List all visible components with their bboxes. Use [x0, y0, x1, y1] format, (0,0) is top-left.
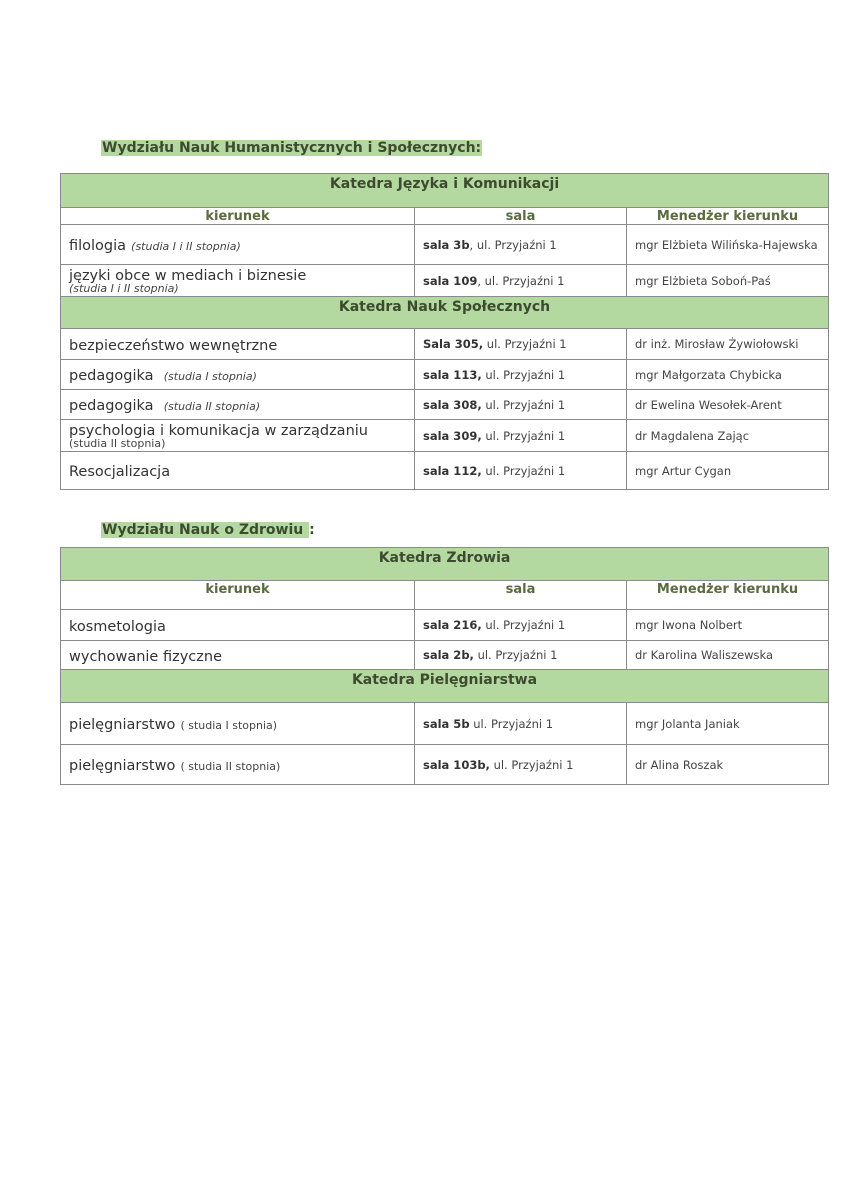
room-cell	[415, 610, 627, 641]
table-row	[61, 610, 829, 641]
manager-cell: mgr Iwona Nolbert	[627, 610, 829, 641]
room-number: sala 113,	[423, 367, 482, 382]
column-header-program: kierunek	[61, 208, 415, 225]
program-note: (studia I stopnia)	[163, 370, 257, 383]
room-number: sala 308,	[423, 397, 482, 412]
room-address: ul. Przyjaźni 1	[481, 463, 566, 478]
program-note: ( studia I stopnia)	[180, 719, 278, 732]
program-cell	[61, 265, 415, 297]
room-cell	[415, 329, 627, 360]
department-header	[61, 297, 829, 329]
room-number: sala 309,	[423, 428, 482, 443]
faculty-table-humanities	[60, 173, 829, 490]
room-number: sala 216,	[423, 618, 482, 632]
faculty-title-colon: :	[309, 522, 315, 538]
table-row	[61, 420, 829, 452]
manager-cell: mgr Elżbieta Soboń-Paś	[627, 265, 829, 297]
program-cell	[61, 390, 415, 420]
room-number: sala 109	[423, 273, 478, 288]
room-address: , ul. Przyjaźni 1	[469, 237, 557, 252]
manager-cell: dr inż. Mirosław Żywiołowski	[627, 329, 829, 360]
room-number: sala 2b,	[423, 648, 474, 662]
program-note: (studia I i II stopnia)	[69, 281, 179, 295]
program-name: wychowanie fizyczne	[69, 648, 222, 665]
program-cell	[61, 360, 415, 390]
program-name: języki obce w mediach i biznesie	[69, 267, 307, 284]
manager-cell: mgr Artur Cygan	[627, 452, 829, 490]
room-cell	[415, 225, 627, 265]
manager-cell: mgr Elżbieta Wilińska-Hajewska	[627, 225, 829, 265]
faculty-title-humanities	[101, 139, 482, 157]
table-row	[61, 641, 829, 670]
room-cell	[415, 265, 627, 297]
room-address: , ul. Przyjaźni 1	[477, 273, 565, 288]
department-name: Katedra Nauk Społecznych	[61, 297, 829, 329]
program-name: pielęgniarstwo	[69, 717, 176, 733]
table-row	[61, 225, 829, 265]
column-header-row	[61, 208, 829, 225]
program-name: pielęgniarstwo	[69, 758, 176, 774]
program-cell	[61, 225, 415, 265]
room-address: ul. Przyjaźni 1	[483, 337, 567, 351]
department-name: Katedra Języka i Komunikacji	[61, 174, 829, 208]
manager-cell: dr Karolina Waliszewska	[627, 641, 829, 670]
program-note: (studia II stopnia)	[69, 436, 166, 450]
program-note: ( studia II stopnia)	[180, 760, 281, 773]
table-row	[61, 360, 829, 390]
room-cell	[415, 360, 627, 390]
department-header	[61, 174, 829, 208]
room-address: ul. Przyjaźni 1	[473, 648, 558, 662]
column-header-program: kierunek	[61, 581, 415, 610]
department-header	[61, 548, 829, 581]
program-name: bezpieczeństwo wewnętrzne	[69, 337, 278, 354]
column-header-room: sala	[415, 208, 627, 225]
column-header-manager: Menedżer kierunku	[627, 208, 829, 225]
program-cell	[61, 420, 415, 452]
program-name: psychologia i komunikacja w zarządzaniu	[69, 422, 368, 439]
department-name: Katedra Zdrowia	[61, 548, 829, 581]
program-cell	[61, 329, 415, 360]
table-row	[61, 390, 829, 420]
program-cell	[61, 745, 415, 785]
column-header-manager: Menedżer kierunku	[627, 581, 829, 610]
manager-cell: dr Ewelina Wesołek-Arent	[627, 390, 829, 420]
department-name: Katedra Pielęgniarstwa	[61, 670, 829, 703]
faculty-title-text: Wydziału Nauk Humanistycznych i Społecznych:	[102, 140, 482, 156]
room-cell	[415, 703, 627, 745]
program-cell	[61, 610, 415, 641]
column-header-row	[61, 581, 829, 610]
room-number: sala 112,	[423, 463, 482, 478]
room-number: Sala 305,	[423, 337, 484, 351]
room-address: ul. Przyjaźni 1	[481, 618, 566, 632]
manager-cell: dr Magdalena Zając	[627, 420, 829, 452]
table-row	[61, 703, 829, 745]
program-cell	[61, 452, 415, 490]
program-note: (studia I i II stopnia)	[131, 240, 241, 253]
table-row	[61, 452, 829, 490]
room-address: ul. Przyjaźni 1	[481, 367, 566, 382]
column-header-room: sala	[415, 581, 627, 610]
room-cell	[415, 641, 627, 670]
table-row	[61, 329, 829, 360]
room-number: sala 5b	[423, 716, 470, 731]
department-header	[61, 670, 829, 703]
table-row	[61, 745, 829, 785]
program-name: pedagogika	[69, 368, 154, 384]
manager-cell: dr Alina Roszak	[627, 745, 829, 785]
room-cell	[415, 390, 627, 420]
room-number: sala 3b	[423, 237, 470, 252]
program-cell	[61, 703, 415, 745]
room-cell	[415, 745, 627, 785]
room-cell	[415, 452, 627, 490]
room-address: ul. Przyjaźni 1	[481, 397, 566, 412]
room-address: ul. Przyjaźni 1	[489, 757, 574, 772]
faculty-title-text: Wydziału Nauk o Zdrowiu	[102, 522, 309, 538]
faculty-table-health	[60, 547, 829, 785]
room-cell	[415, 420, 627, 452]
program-name: kosmetologia	[69, 618, 166, 635]
table-row	[61, 265, 829, 297]
program-note: (studia II stopnia)	[163, 400, 261, 413]
faculty-title-health	[101, 521, 315, 539]
program-name: filologia	[69, 238, 127, 254]
manager-cell: mgr Małgorzata Chybicka	[627, 360, 829, 390]
room-address: ul. Przyjaźni 1	[481, 428, 566, 443]
program-cell	[61, 641, 415, 670]
room-address: ul. Przyjaźni 1	[469, 716, 554, 731]
program-name: pedagogika	[69, 398, 154, 414]
manager-cell: mgr Jolanta Janiak	[627, 703, 829, 745]
room-number: sala 103b,	[423, 757, 490, 772]
program-name: Resocjalizacja	[69, 464, 171, 480]
